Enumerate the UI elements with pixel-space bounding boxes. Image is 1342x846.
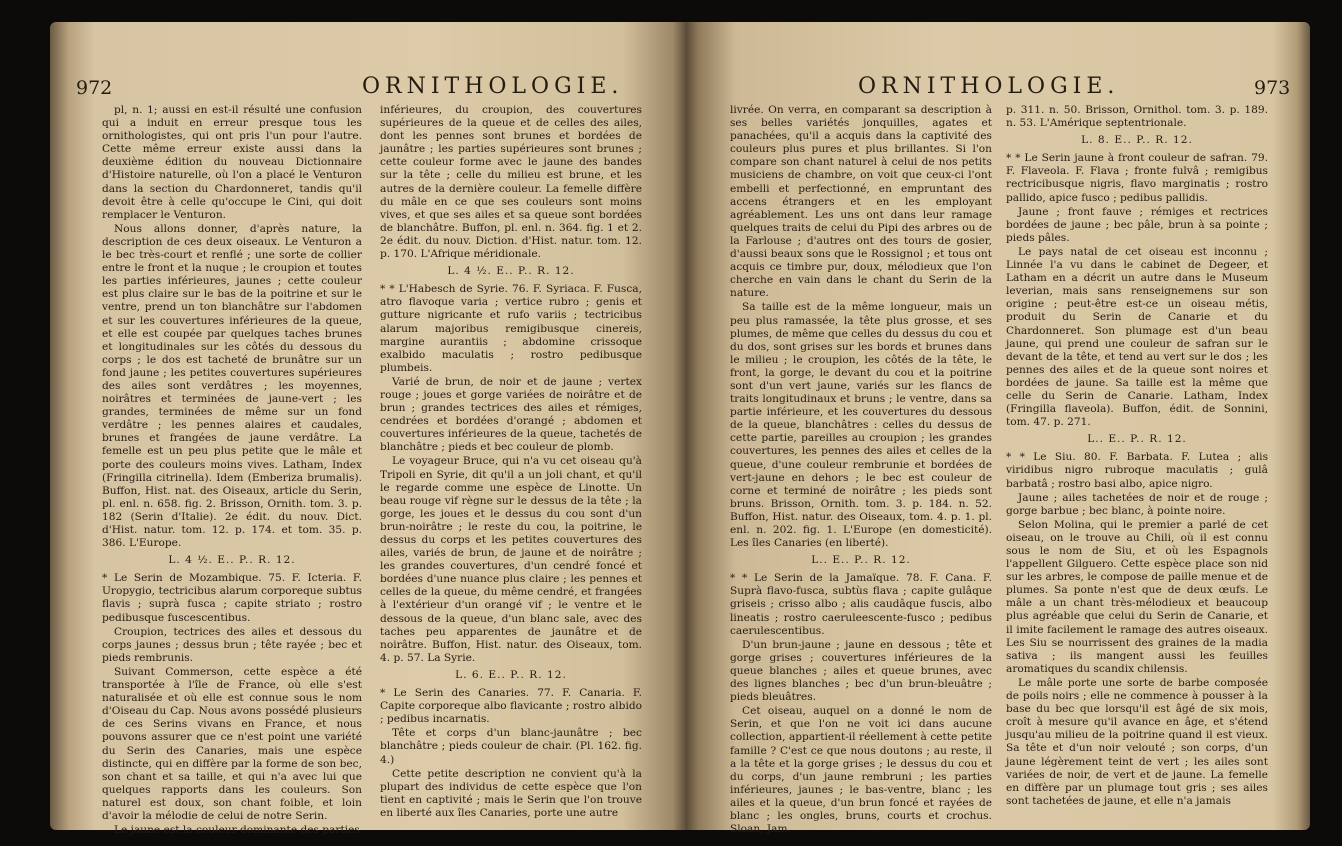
paragraph: D'un brun-jaune ; jaune en dessous ; tête et gorge grises ; couvertures inférieures de la queue blanches ; ailes et queue brunes, avec des lignes blanches ; bec d'un brun-bleuâtre ; pieds bleuâtres. xyxy=(730,638,992,704)
right-page xyxy=(686,22,1310,836)
paragraph: Cet oiseau, auquel on a donné le nom de Serin, et que l'on ne voit ici dans aucune collection, appartient-il réellement à cette petite famille ? C'est ce que nous doutons ; au reste, il a la tête et la gorge grises ; le dessus du cou et du corps, d'un jaune rembruni ; les parties inférieures, jaunes ; le bas-ventre, blanc ; les ailes et la queue, d'un brun foncé et rayées de blanc ; les ongles, bruns, courts et crochus. Sloan, Jam. xyxy=(730,705,992,836)
paragraph: Tête et corps d'un blanc-jaunâtre ; bec blanchâtre ; pieds couleur de chair. (Pl. 162. fig. 4.) xyxy=(380,727,642,766)
right-page-column-1 xyxy=(730,104,992,837)
page-number: 973 xyxy=(1254,77,1291,99)
species-entry: * * Le Serin jaune à front couleur de safran. 79. F. Flaveola. F. Flava ; fronte fulvâ ; remigibus rectricibusque nigris, flavo marginatis ; rostro pallido, apice fusco ; pedibus pallidis. xyxy=(1006,152,1268,204)
paragraph: Le voyageur Bruce, qui n'a vu cet oiseau qu'à Tripoli en Syrie, dit qu'il a un joli chant, et qu'il le regarde comme une espèce de Linotte. Un beau rouge vif règne sur le dessus de la tête ; la gorge, les joues et le dessus du cou sont d'un brun-noirâtre ; le reste du cou, la poitrine, le dessus du corps et les petites couvertures des ailes, variés de brun, de jaune et de noirâtre ; les grandes couvertures, d'un cendré foncé et bordées d'une nuance plus claire ; les pennes et celles de la queue, du même cendré, et frangées à l'extérieur d'un orangé vif ; le ventre et le dessous de la queue, d'un blanc sale, avec des taches peu apparentes de jaunâtre et de noirâtre. Buffon, Hist. natur. des Oiseaux, tom. 4. p. 57. La Syrie. xyxy=(380,455,642,664)
paragraph: Le mâle porte une sorte de barbe composée de poils noirs ; elle ne commence à pousser à la base du bec que lorsqu'il est âgé de six mois, croît à mesure qu'il avance en âge, et s'étend jusqu'au milieu de la poitrine quand il est vieux. Sa tête et d'un noir velouté ; son corps, d'un jaune légèrement teint de vert ; les ailes sont variées de noir, de vert et de jaune. La femelle en diffère par un plumage tout gris ; ses ailes sont tachetées de jaune, et elle n'a jamais xyxy=(1006,676,1268,807)
paragraph: Suivant Commerson, cette espèce a été transportée à l'île de France, où elle s'est naturalisée et où elle est connue sous le nom d'Oiseau du Cap. Nous avons possédé plusieurs de ces Serins vivans en France, et nous pouvons assurer que ce n'est point une variété du Serin des Canaries, mais une espèce distincte, qui en diffère par la forme de son bec, son chant et sa taille, et qui n'a avec lui que quelques rapports dans les couleurs. Son naturel est doux, son chant foible, et loin d'avoir la mélodie de celui de notre Serin. xyxy=(102,665,362,822)
running-title: ORNITHOLOGIE. xyxy=(858,74,1120,99)
left-page xyxy=(50,22,686,837)
measurement-line: L.. E.. P.. R. 12. xyxy=(1087,433,1187,446)
measurement-line: L. 8. E.. P.. R. 12. xyxy=(1081,134,1193,147)
species-entry: * * Le Siu. 80. F. Barbata. F. Lutea ; alis viridibus nigro rubroque maculatis ; gulâ barbatâ ; rostro basi albo, apice nigro. xyxy=(1006,451,1268,490)
paragraph: Le pays natal de cet oiseau est inconnu ; Linnée l'a vu dans le cabinet de Degeer, et Latham en a décrit un autre dans le Museum leverian, mais sans renseignemens sur son origine ; peut-être est-ce un oiseau métis, produit du Serin de Canarie et du Chardonneret. Son plumage est d'un beau jaune, qui prend une couleur de safran sur le devant de la tête, et tend au vert sur le dos ; les pennes des ailes et de la queue sont noires et bordées de jaune. Sa taille est la même que celle du Serin de Canarie. Latham, Index (Fringilla flaveola). Buffon, édit. de Sonnini, tom. 47. p. 271. xyxy=(1006,245,1268,429)
right-page-column-2 xyxy=(1006,104,1268,809)
paragraph: Le jaune est la couleur dominante des parties xyxy=(114,824,360,837)
measurement-line: L. 4 ½. E.. P.. R. 12. xyxy=(447,265,575,278)
species-entry: * Le Serin des Canaries. 77. F. Canaria. F. Capite corporeque albo flavicante ; rostro albido ; pedibus incarnatis. xyxy=(380,687,642,726)
species-entry: * * L'Habesch de Syrie. 76. F. Syriaca. F. Fusca, atro flavoque varia ; vertice rubro ; genis et gutture nigricante et rufo variis ; tectricibus alarum majoribus remigibusque cinereis, margine aurantiis ; abdomine crissoque exalbido maculatis ; rostro pedibusque plumbeis. xyxy=(380,283,642,374)
species-entry: p. 311. n. 50. Brisson, Ornithol. tom. 3. p. 189. n. 53. L'Amérique septentrionale. xyxy=(1006,104,1268,130)
left-page-column-2 xyxy=(380,104,642,821)
species-entry: * Le Serin de Mozambique. 75. F. Icteria. F. Uropygio, tectricibus alarum corporeque subtus flavis ; suprà fusca ; capite striato ; rostro pedibusque fuscescentibus. xyxy=(102,572,362,624)
running-title: ORNITHOLOGIE. xyxy=(362,74,624,99)
measurement-line: L. 4 ½. E.. P.. R. 12. xyxy=(168,554,296,567)
paragraph: Jaune ; ailes tachetées de noir et de rouge ; gorge barbue ; bec blanc, à pointe noire. xyxy=(1006,491,1268,517)
species-entry: livrée. On verra, en comparant sa description à ses belles variétés jonquilles, agates et panachées, qu'il a acquis dans la captivité des couleurs plus pures et plus brillantes. Si l'on compare son chant naturel à celui de nos petits musiciens de chambre, on voit que ceux-ci l'ont embelli et perfectionné, en empruntant des accens étrangers et en les employant agréablement. Les uns ont dans leur ramage quelques traits de celui du Pipi des arbres ou de la Farlouse ; d'autres ont des tours de gosier, d'aussi beaux sons que le Rossignol ; et tous ont acquis ce timbre pur, doux, mélodieux que l'on cherche en vain dans le chant du Serin de la nature. xyxy=(730,104,992,300)
measurement-line: L.. E.. P.. R. 12. xyxy=(811,554,911,567)
paragraph: Nous allons donner, d'après nature, la description de ces deux oiseaux. Le Venturon a le bec très-court et renflé ; une sorte de collier entre le front et la nuque ; le croupion et toutes les parties inférieures, jaunes ; cette couleur est plus claire sur le bas de la poitrine et sur le ventre, prend un ton blanchâtre sur l'abdomen et sur les couvertures inférieures de la queue, et elle est coupée par quelques taches brunes et longitudinales sur les côtés du dessous du corps ; le dos est tacheté de brunâtre sur un fond jaune ; les petites couvertures supérieures des ailes sont verdâtres ; les moyennes, noirâtres et terminées de jaune-vert ; les grandes, terminées de même sur un fond verdâtre ; les pennes alaires et caudales, brunes et frangées de jaune verdâtre. La femelle est un peu plus petite que le mâle et porte des couleurs moins vives. Latham, Index (Fringilla citrinella). Idem (Emberiza brumalis). Buffon, Hist. nat. des Oiseaux, article du Serin, pl. enl. n. 658. fig. 2. Brisson, Ornith. tom. 3. p. 182 (Serin d'Italie). 2e édit. du nouv. Dict. d'Hist. natur. tom. 12. p. 174. et tom. 35. p. 386. L'Europe. xyxy=(102,222,362,550)
page-number: 972 xyxy=(76,77,113,99)
measurement-line: L. 6. E.. P.. R. 12. xyxy=(455,668,567,681)
right-page-header xyxy=(686,74,1310,104)
paragraph: Cette petite description ne convient qu'à la plupart des individus de cette espèce que l'on tient en captivité ; mais le Serin que l'on trouve en liberté aux îles Canaries, porte une autre xyxy=(380,767,642,819)
paragraph: Jaune ; front fauve ; rémiges et rectrices bordées de jaune ; bec pâle, brun à sa pointe ; pieds pâles. xyxy=(1006,205,1268,244)
paragraph: Croupion, tectrices des ailes et dessous du corps jaunes ; dessus brun ; tête rayée ; bec et pieds rembrunis. xyxy=(102,625,362,664)
species-entry: inférieures, du croupion, des couvertures supérieures de la queue et de celles des ailes, dont les pennes sont brunes et bordées de jaunâtre ; les parties supérieures sont brunes ; cette couleur forme avec le jaune des bandes sur la tête ; celle du milieu est brune, et les autres de la dernière couleur. La femelle diffère du mâle en ce que ses couleurs sont moins vives, et que ses ailes et sa queue sont bordées de blanchâtre. Buffon, pl. enl. n. 364. fig. 1 et 2. 2e édit. du nouv. Diction. d'Hist. natur. tom. 12. p. 170. L'Afrique méridionale. xyxy=(380,104,642,261)
species-entry: * * Le Serin de la Jamaïque. 78. F. Cana. F. Suprà flavo-fusca, subtùs flava ; capite gulâque griseis ; crisso albo ; alis caudâque fuscis, albo lineatis ; rostro caeruleescente-fusco ; pedibus caerulescentibus. xyxy=(730,572,992,637)
paragraph: pl, n. 1; aussi en est-il résulté une confusion qui a induit en erreur presque tous les ornithologistes, qui ont pris l'un pour l'autre. Cette même erreur existe aussi dans la deuxième édition du nouveau Dictionnaire d'Histoire naturelle, où l'on a placé le Venturon dans la section du Chardonneret, tandis qu'il devoit être à celle qu'occupe le Cini, qui doit remplacer le Venturon. xyxy=(102,104,362,221)
open-book xyxy=(50,22,1310,837)
paragraph: Sa taille est de la même longueur, mais un peu plus ramassée, la tête plus grosse, et ses plumes, de même que celles du dessus du cou et du dos, sont grises sur les bords et brunes dans le milieu ; le croupion, les côtés de la tête, le front, la gorge, le devant du cou et la poitrine sont d'un vert jaune, variés sur les flancs de traits longitudinaux et bruns ; le ventre, dans sa partie inférieure, et les couvertures du dessous de la queue, blanchâtres : celles du dessus de cette partie, pareilles au croupion ; les grandes couvertures, les pennes des ailes et celles de la queue, d'une couleur rembrunie et bordées de vert-jaune en dehors ; le bec est couleur de corne et terminé de noirâtre ; les pieds sont bruns. Brisson, Ornith. tom. 3. p. 184. n. 52. Buffon, Hist. natur. des Oiseaux, tom. 4. p. 1. pl. enl. n. 202. fig. 1. L'Europe (en domesticité). Les îles Canaries (en liberté). xyxy=(730,301,992,550)
paragraph: Selon Molina, qui le premier a parlé de cet oiseau, on le trouve au Chili, où il est connu sous le nom de Siu, et où les Espagnols l'appellent Gilguero. Cette espèce place son nid sur les arbres, le compose de paille menue et de plumes. Sa ponte n'est que de deux œufs. Le mâle a un chant très-mélodieux et beaucoup plus agréable que celui du Serin de Canarie, et il imite facilement le ramage des autres oiseaux. Les Siu se nourrissent des graines de la madia sativa ; ils mangent aussi les feuilles aromatiques du scandix chilensis. xyxy=(1006,518,1268,675)
paragraph: Varié de brun, de noir et de jaune ; vertex rouge ; joues et gorge variées de noirâtre et de brun ; grandes tectrices des ailes et rémiges, cendrées et bordées d'orangé ; abdomen et couvertures inférieures de la queue, tachetés de blanchâtre ; pieds et bec couleur de plomb. xyxy=(380,375,642,454)
left-page-column-1 xyxy=(102,104,362,838)
left-page-header xyxy=(50,74,686,104)
